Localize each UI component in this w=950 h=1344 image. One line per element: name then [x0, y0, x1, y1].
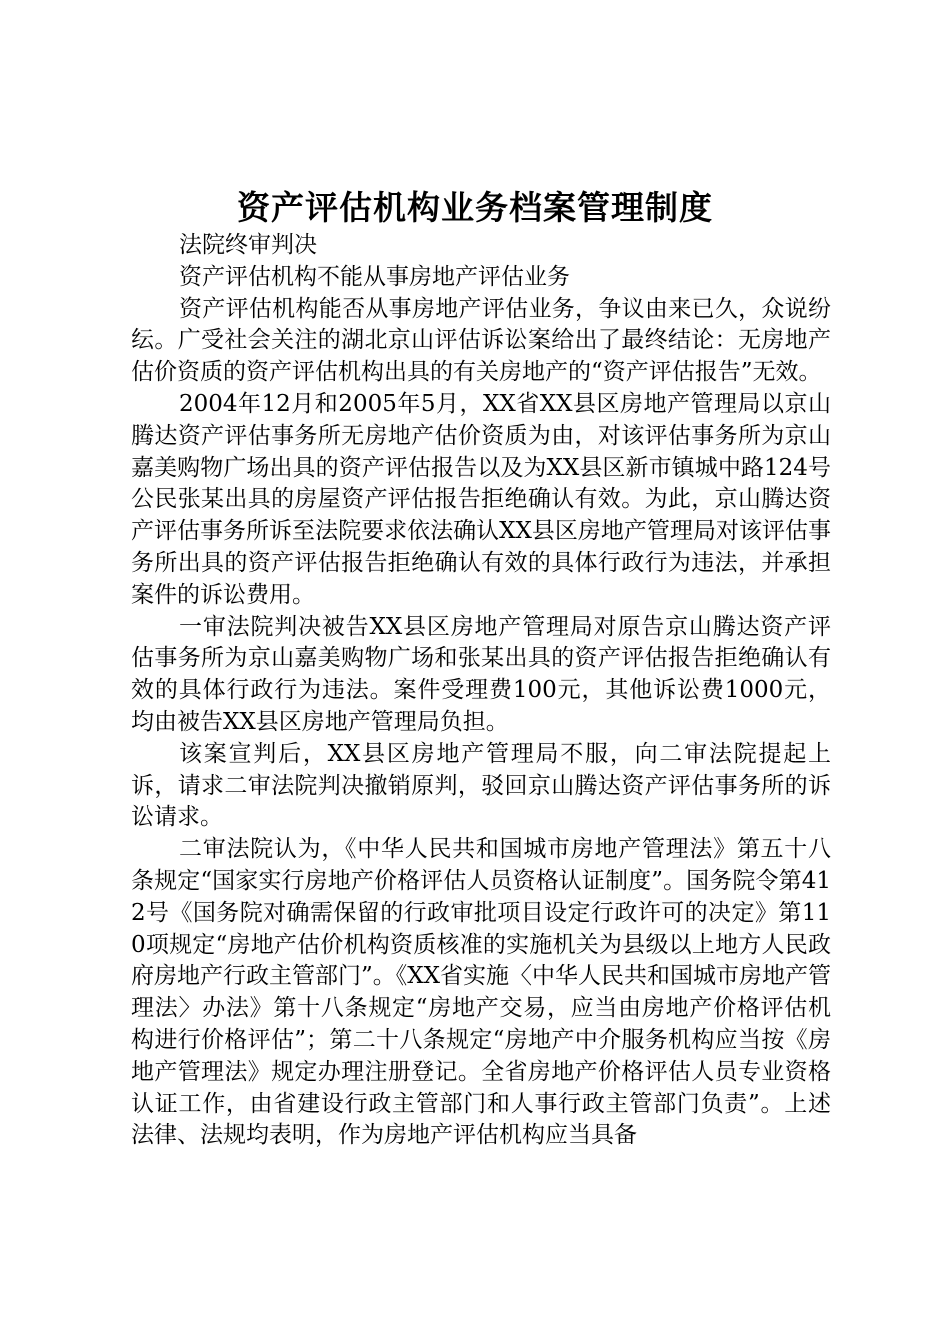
paragraph: 该案宣判后，XX县区房地产管理局不服，向二审法院提起上诉，请求二审法院判决撤销原判，驳回京山腾达资产评估事务所的诉讼请求。 — [131, 740, 831, 831]
paragraph: 资产评估机构能否从事房地产评估业务，争议由来已久，众说纷纭。广受社会关注的湖北京山评估诉讼案给出了最终结论：无房地产估价资质的资产评估机构出具的有关房地产的“资产评估报告”无效。 — [131, 295, 831, 386]
paragraph: 2004年12月和2005年5月，XX省XX县区房地产管理局以京山腾达资产评估事务所无房地产估价资质为由，对该评估事务所为京山嘉美购物广场出具的资产评估报告以及为XX县区新市镇城中路124号公民张某出具的房屋资产评估报告拒绝确认有效。为此，京山腾达资产评估事务所诉至法院要求依法确认XX县区房地产管理局对该评估事务所出具的资产评估报告拒绝确认有效的具体行政行为违法，并承担案件的诉讼费用。 — [131, 390, 831, 608]
paragraph-heading-1: 法院终审判决 — [179, 232, 317, 258]
paragraph: 二审法院认为，《中华人民共和国城市房地产管理法》第五十八条规定“国家实行房地产价格评估人员资格认证制度”。国务院令第412号《国务院对确需保留的行政审批项目设定行政许可的决定》第110项规定“房地产估价机构资质核准的实施机关为县级以上地方人民政府房地产行政主管部门”。《XX省实施〈中华人民共和国城市房地产管理法〉办法》第十八条规定“房地产交易，应当由房地产价格评估机构进行价格评估”；第二十八条规定“房地产中介服务机构应当按《房地产管理法》规定办理注册登记。全省房地产价格评估人员专业资格认证工作，由省建设行政主管部门和人事行政主管部门负责”。上述法律、法规均表明，作为房地产评估机构应当具备 — [131, 836, 832, 1149]
document-title: 资产评估机构业务档案管理制度 — [237, 188, 713, 227]
document-body — [131, 230, 831, 1152]
paragraph-heading-2: 资产评估机构不能从事房地产评估业务 — [179, 263, 570, 290]
paragraph: 一审法院判决被告XX县区房地产管理局对原告京山腾达资产评估事务所为京山嘉美购物广场和张某出具的资产评估报告拒绝确认有效的具体行政行为违法。案件受理费100元，其他诉讼费1000元，均由被告XX县区房地产管理局负担。 — [131, 613, 831, 735]
